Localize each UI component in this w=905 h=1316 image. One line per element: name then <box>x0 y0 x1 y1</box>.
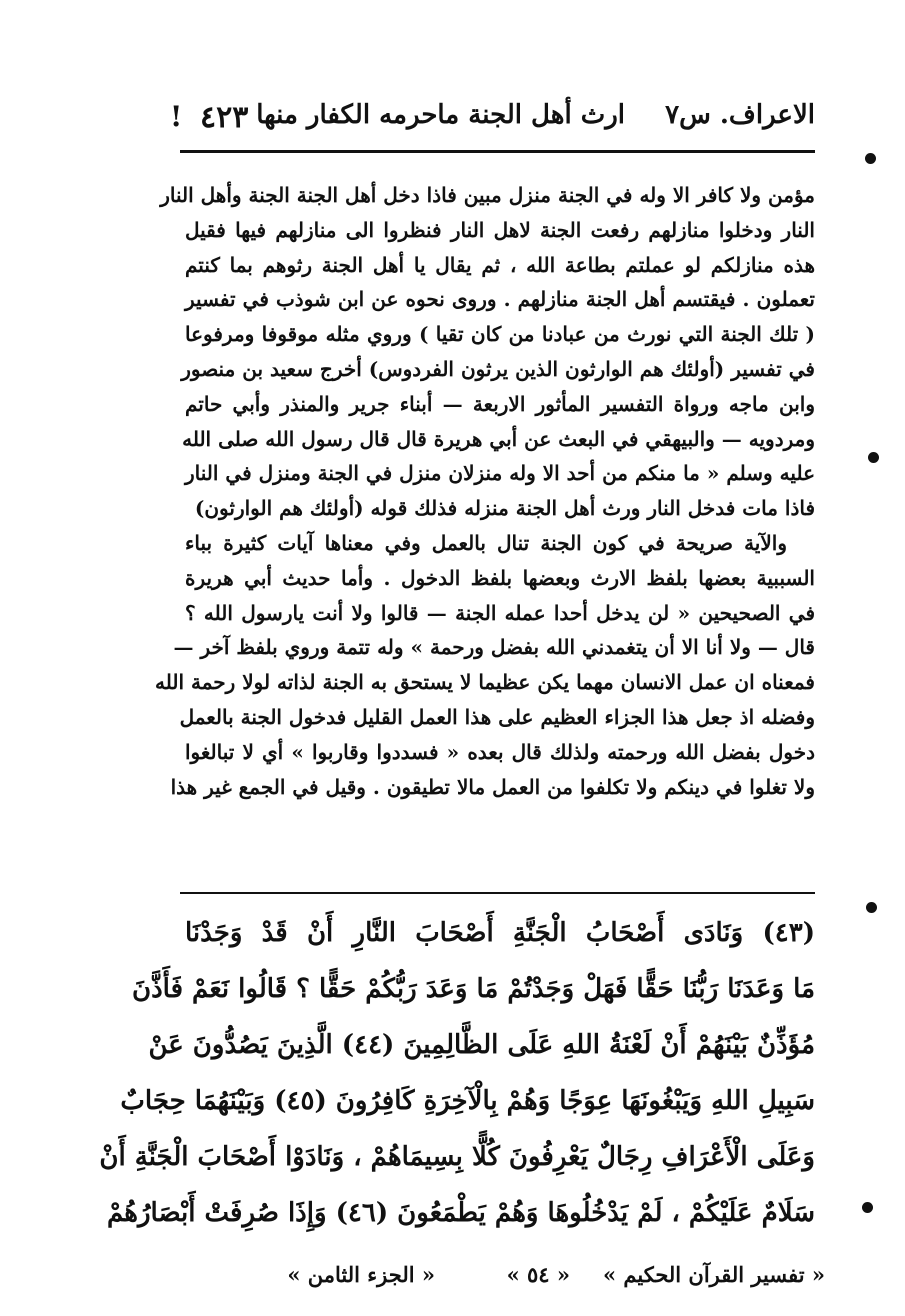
commentary-line: وابن ماجه ورواة التفسير المأثور الاربعة — أبناء جرير والمنذر وأبي حاتم <box>185 391 815 416</box>
verse-line: (٤٣) وَنَادَى أَصْحَابُ الْجَنَّةِ أَصْحَابَ النَّارِ أَنْ قَدْ وَجَدْنَا <box>185 918 815 948</box>
header-rule <box>180 150 815 153</box>
footer-part: « الجزء الثامن » <box>287 1262 435 1287</box>
commentary-line: والآية صريحة في كون الجنة تنال بالعمل وفي معناها آيات كثيرة بباء <box>185 530 787 555</box>
commentary-line: قال — ولا أنا الا أن يتغمدني الله بفضل ورحمة » وله تتمة وروي بلفظ آخر — <box>173 635 815 660</box>
commentary-line: فاذا مات فدخل النار ورث أهل الجنة منزله فذلك قوله (أولئك هم الوارثون) <box>194 496 815 521</box>
commentary-line: عليه وسلم « ما منكم من أحد الا وله منزلان منزل في الجنة ومنزل في النار <box>185 461 815 486</box>
binding-hole <box>866 902 877 913</box>
commentary-line: دخول بفضل الله ورحمته ولذلك قال بعده « فسددوا وقاربوا » أي لا تبالغوا <box>185 739 815 764</box>
page-number: ٤٢٣ <box>200 100 249 135</box>
commentary-line: في الصحيحين « لن يدخل أحدا عمله الجنة — قالوا ولا أنت يارسول الله ؟ <box>185 600 815 625</box>
commentary-line: النار ودخلوا منازلهم رفعت الجنة لاهل النار فنظروا الى منازلهم فيها فقيل <box>185 217 815 242</box>
commentary-text <box>155 178 815 804</box>
page-header <box>170 100 815 148</box>
commentary-line: تعملون . فيقتسم أهل الجنة منازلهم . وروى نحوه عن ابن شوذب في تفسير <box>185 287 815 312</box>
verse-line: سَلَامٌ عَلَيْكُمْ ، لَمْ يَدْخُلُوهَا وَهُمْ يَطْمَعُونَ (٤٦) وَإِذَا صُرِفَتْ أَبْصَارُهُمْ <box>106 1198 815 1228</box>
quran-verses <box>99 905 815 1241</box>
footer-book-title: « تفسير القرآن الحكيم » <box>602 1262 825 1287</box>
commentary-line: في تفسير (أولئك هم الوارثون الذين يرثون الفردوس) أخرج سعيد بن منصور <box>181 356 815 381</box>
commentary-line: السببية بعضها بلفظ الارث وبعضها بلفظ الدخول . وأما حديث أبي هريرة <box>185 565 815 590</box>
commentary-line: ولا تغلوا في دينكم ولا تكلفوا من العمل مالا تطيقون . وقيل في الجمع غير هذا <box>170 774 815 799</box>
commentary-line: هذه منازلكم لو عملتم بطاعة الله ، ثم يقال يا أهل الجنة رثوهم بما كنتم <box>185 252 815 277</box>
section-rule <box>180 892 815 894</box>
header-mark: ! <box>170 100 183 133</box>
footer-page-number: « ٥٤ » <box>506 1262 570 1287</box>
commentary-line: ومردويه — والبيهقي في البعث عن أبي هريرة قال قال رسول الله صلى الله <box>182 426 815 451</box>
commentary-line: وفضله اذ جعل هذا الجزاء العظيم على هذا العمل القليل فدخول الجنة بالعمل <box>179 704 815 729</box>
commentary-line: ( تلك الجنة التي نورث من عبادنا من كان تقيا ) وروي مثله موقوفا ومرفوعا <box>185 322 815 347</box>
commentary-line: فمعناه ان عمل الانسان مهما يكن عظيما لا يستحق به الجنة لذاته لولا رحمة الله <box>155 670 815 695</box>
verse-line: مَا وَعَدَنَا رَبُّنَا حَقًّا فَهَلْ وَجَدْتُمْ مَا وَعَدَ رَبُّكُمْ حَقًّا ؟ قَالُوا نَعَمْ فَأَذَّنَ <box>131 974 815 1004</box>
verse-line: مُؤَذِّنٌ بَيْنَهُمْ أَنْ لَعْنَةُ اللهِ عَلَى الظَّالِمِينَ (٤٤) الَّذِينَ يَصُدُّونَ عَنْ <box>148 1030 815 1060</box>
binding-hole <box>862 1202 873 1213</box>
page-heading: ارث أهل الجنة ماحرمه الكفار منها <box>256 100 625 130</box>
page-footer <box>225 1262 825 1298</box>
verse-line: سَبِيلِ اللهِ وَيَبْغُونَهَا عِوَجًا وَهُمْ بِالْآخِرَةِ كَافِرُونَ (٤٥) وَبَيْنَهُمَا حِجَابٌ <box>120 1086 815 1116</box>
commentary-line: مؤمن ولا كافر الا وله في الجنة منزل مبين فاذا دخل أهل الجنة الجنة وأهل النار <box>160 183 815 207</box>
binding-hole <box>868 452 879 463</box>
binding-hole <box>865 153 876 164</box>
verse-line: وَعَلَى الْأَعْرَافِ رِجَالٌ يَعْرِفُونَ كُلًّا بِسِيمَاهُمْ ، وَنَادَوْا أَصْحَابَ الْجَنَّةِ أَنْ <box>99 1142 815 1172</box>
surah-reference: الاعراف. س٧ <box>665 100 815 130</box>
